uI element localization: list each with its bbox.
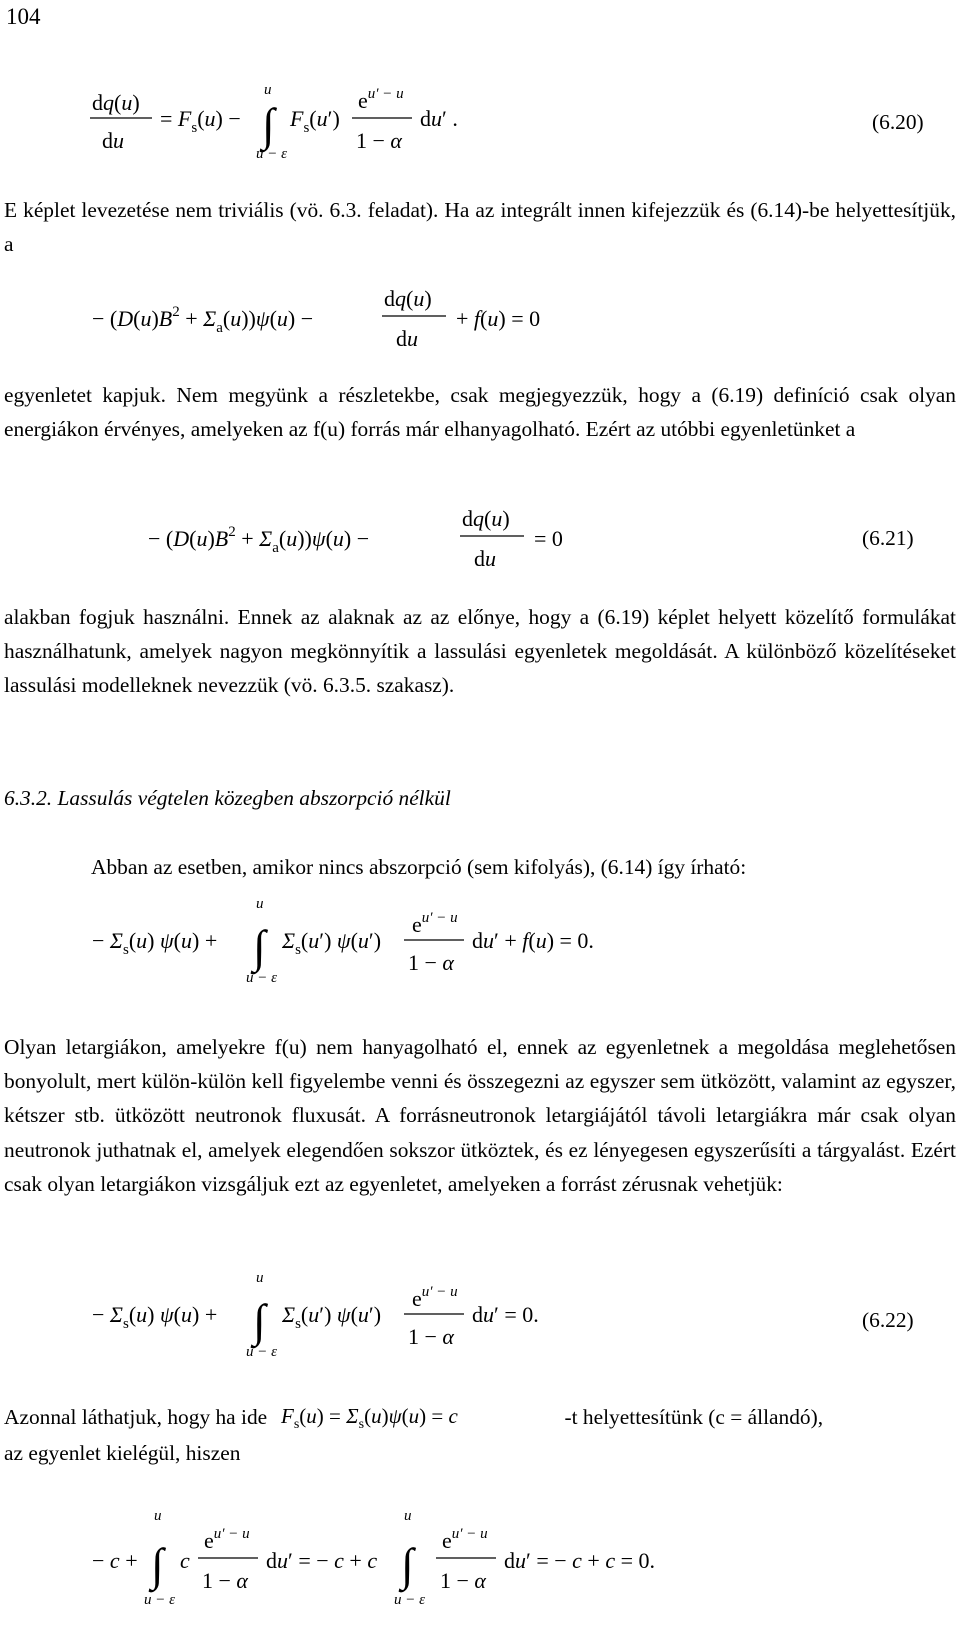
equation-number-6-21: (6.21) bbox=[862, 526, 914, 550]
svg-text:+ f(u) = 0: + f(u) = 0 bbox=[456, 306, 541, 331]
svg-text:Fs(u) = Σs(u)ψ(u) = c: $F_s(u) = \Sigma_s(u)\psi(u) = c$ bbox=[280, 1404, 458, 1431]
paragraph-6-end: -t helyettesítünk (c = állandó), bbox=[564, 1405, 824, 1429]
svg-text:dq(u): dq(u) bbox=[462, 506, 510, 531]
svg-text:u: u bbox=[264, 82, 272, 98]
svg-text:du′ = − c + c: du′ = − c + c bbox=[266, 1548, 378, 1573]
svg-text:eu′ − u: $e^{u' - u}$ bbox=[442, 1526, 488, 1553]
svg-text:1 − α: 1 − α bbox=[408, 950, 454, 975]
svg-text:u − ε: u − ε bbox=[246, 970, 278, 986]
svg-text:u − ε: u − ε bbox=[246, 1344, 278, 1360]
paragraph-4: Abban az esetben, amikor nincs abszorpció (sem kifolyás), (6.14) így írható: bbox=[91, 855, 747, 879]
svg-text:− (D(u)B2 + Σa(u))ψ(u) −: − $(D(u)B^2 + \Sigma_a(u))\psi(u)$ − bbox=[148, 524, 370, 556]
svg-text:1 − α: 1 − α bbox=[440, 1568, 486, 1593]
paragraph-6 bbox=[4, 1400, 956, 1434]
svg-text:Σs(u′) ψ(u′): $\Sigma_s(u')$ ψ(u′) bbox=[282, 1302, 382, 1332]
svg-text:Σs(u′) ψ(u′): $\Sigma_s(u')$ ψ(u′) bbox=[282, 928, 382, 958]
svg-text:u: u bbox=[154, 1508, 162, 1524]
svg-text:− Σs(u) ψ(u) +: − $\Sigma_s(u) \psi(u)$ + bbox=[92, 928, 218, 958]
paragraph-2: egyenletet kapjuk. Nem megyünk a részletekbe, csak megjegyezzük, hogy a (6.19) definíció csak olyan energiákon érvényes, amelyeken az f(u) forrás már elhanyagolható. Ezért az utóbbi egyenletünket a bbox=[4, 383, 956, 442]
svg-text:− Σs(u) ψ(u) +: − $\Sigma_s(u) \psi(u)$ + bbox=[92, 1302, 218, 1332]
page-number: 104 bbox=[6, 4, 41, 29]
svg-text:u: u bbox=[404, 1508, 412, 1524]
paragraph-7: az egyenlet kielégül, hiszen bbox=[4, 1441, 241, 1465]
svg-text:du: du bbox=[474, 546, 496, 571]
svg-text:= 0: = 0 bbox=[534, 526, 563, 551]
svg-text:− c +: − c + bbox=[92, 1548, 138, 1573]
section-heading: 6.3.2. Lassulás végtelen közegben abszorpció nélkül bbox=[4, 786, 451, 810]
svg-text:u − ε: u − ε bbox=[144, 1592, 176, 1608]
svg-text:eu′ − u: $e^{u' - u}$ bbox=[204, 1526, 250, 1553]
equation-final bbox=[0, 1496, 960, 1626]
svg-text:− (D(u)B2 + Σa(u))ψ(u) −: − $(D(u)B^2 + \Sigma_a(u))\psi(u)$ − bbox=[92, 304, 314, 336]
svg-text:∫: ∫ bbox=[151, 1539, 164, 1590]
svg-text:u − ε: u − ε bbox=[256, 146, 288, 162]
svg-text:1 − α: 1 − α bbox=[202, 1568, 248, 1593]
svg-text:1 − α: 1 − α bbox=[408, 1324, 454, 1349]
paragraph-3: alakban fogjuk használni. Ennek az alaknak az az előnye, hogy a (6.19) képlet helyett közelítő formulákat használhatunk, amelyek nagyon megkönnyítik a lassulási egyenletek megoldását. A különböző közelítéseket lassulási modelleknek nevezzük (vö. 6.3.5. szakasz). bbox=[4, 605, 956, 698]
svg-text:eu′ − u: $e^{u' - u}$ bbox=[358, 86, 404, 113]
paragraph-1: E képlet levezetése nem triviális (vö. 6.3. feladat). Ha az integrált innen kifejezzük és (6.14)-be helyettesítjük, a bbox=[4, 198, 956, 257]
equation-number-6-20: (6.20) bbox=[872, 110, 924, 134]
equation-6-21 bbox=[0, 492, 960, 592]
equation-number-6-22: (6.22) bbox=[862, 1308, 914, 1332]
svg-text:Fs(u′): $F_s(u')$ bbox=[290, 106, 340, 136]
svg-text:du′ = − c + c = 0.: du′ = − c + c = 0. bbox=[504, 1548, 656, 1573]
svg-text:dq(u): dq(u) bbox=[384, 286, 432, 311]
svg-text:1 − α: 1 − α bbox=[356, 128, 402, 153]
inline-formula bbox=[273, 1401, 565, 1431]
svg-text:= Fs(u) −: = $F_s(u)$ − bbox=[160, 106, 241, 136]
equation-6-22 bbox=[0, 1262, 960, 1372]
svg-text:∫: ∫ bbox=[401, 1539, 414, 1590]
equation-no-absorption bbox=[0, 888, 960, 998]
paragraph-6-start: Azonnal láthatjuk, hogy ha ide bbox=[4, 1405, 268, 1429]
svg-text:∫: ∫ bbox=[262, 99, 275, 150]
svg-text:c: c bbox=[180, 1548, 190, 1573]
svg-text:∫: ∫ bbox=[253, 1295, 266, 1346]
svg-text:eu′ − u: $e^{u' - u}$ bbox=[412, 1284, 458, 1311]
svg-text:u: u bbox=[256, 896, 264, 912]
equation-with-source bbox=[0, 272, 960, 372]
svg-text:u − ε: u − ε bbox=[394, 1592, 426, 1608]
svg-text:u: u bbox=[256, 1270, 264, 1286]
svg-text:du′ .: du′ . bbox=[420, 106, 458, 131]
svg-text:dq(u): dq(u) bbox=[92, 90, 140, 115]
paragraph-5: Olyan letargiákon, amelyekre f(u) nem hanyagolható el, ennek az egyenletnek a megoldása meglehetősen bonyolult, mert külön-külön kell figyelembe venni és összegezni az egyszer sem ütközött, valamint az egyszer, kétszer stb. ütközött neutronok fluxusát. A forrásneutronok letargiájától távoli letargiákra már csak olyan neutronok juthatnak el, amelyek elegendően sokszor ütköztek, és ez lényegesen egyszerűsíti a tárgyalást. Ezért csak olyan letargiákon vizsgáljuk ezt az egyenletet, amelyeken a forrást zérusnak vehetjük: bbox=[4, 1035, 956, 1196]
svg-text:du′ + f(u) = 0.: du′ + f(u) = 0. bbox=[472, 928, 594, 953]
svg-text:du: du bbox=[102, 128, 124, 153]
svg-text:du: du bbox=[396, 326, 418, 351]
svg-text:du′ = 0.: du′ = 0. bbox=[472, 1302, 539, 1327]
svg-text:eu′ − u: $e^{u' - u}$ bbox=[412, 910, 458, 937]
svg-text:∫: ∫ bbox=[253, 921, 266, 972]
